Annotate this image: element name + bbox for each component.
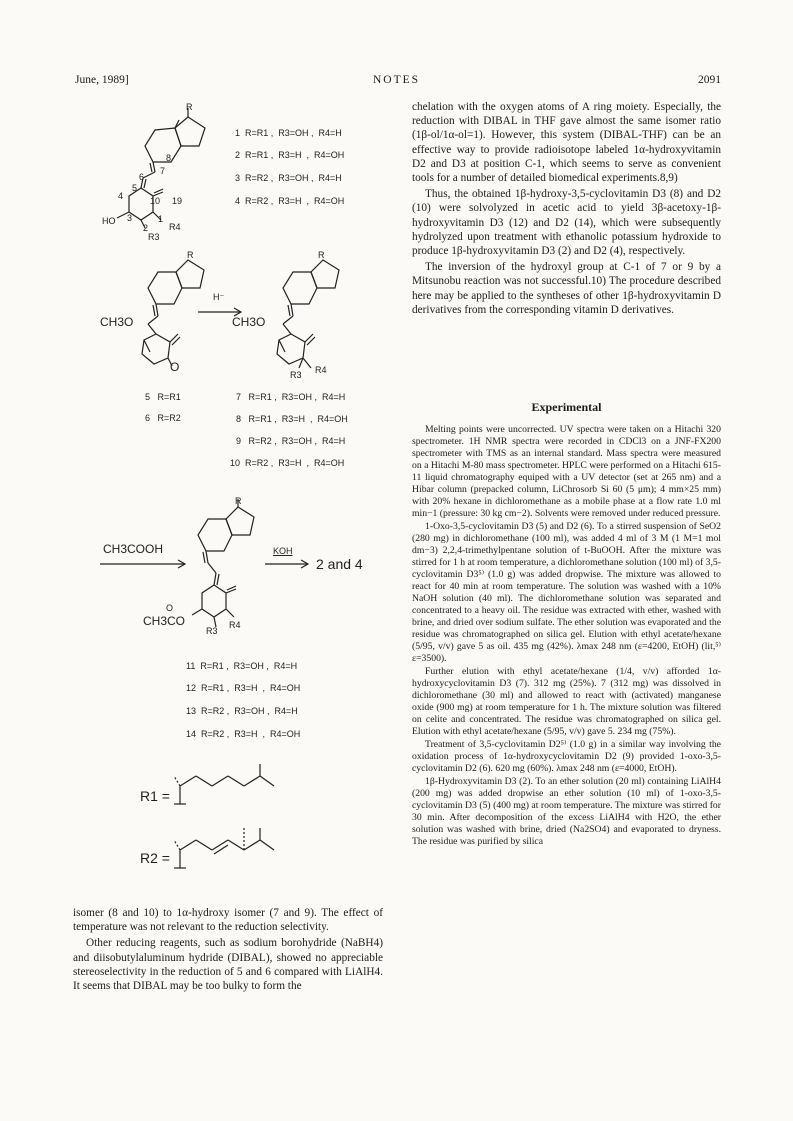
- struct5-CH3O: CH3O: [100, 315, 134, 329]
- header-page: 2091: [698, 74, 721, 86]
- struct1-c1: 1: [158, 214, 164, 224]
- struct11-R3: R3: [206, 626, 218, 636]
- struct1-c4: 4: [118, 191, 124, 201]
- paragraph: isomer (8 and 10) to 1α-hydroxy isomer (7 and 9). The effect of temperature was not relevant to the reduction selectivity.: [73, 907, 383, 934]
- reaction-arrow-3: [263, 557, 313, 571]
- reagent-hydride: H⁻: [213, 292, 225, 302]
- struct7-R: R: [318, 250, 325, 260]
- compound-7: 7 R=R1 , R3=OH , R4=H: [236, 392, 346, 402]
- side-chain-r1: [170, 762, 280, 812]
- header-date: June, 1989]: [75, 74, 129, 86]
- section-title-experimental: Experimental: [531, 400, 602, 414]
- compound-10: 10 R=R2 , R3=H , R4=OH: [230, 458, 345, 468]
- paragraph: The inversion of the hydroxyl group at C-1 of 7 or 9 by a Mitsunobu reaction was not successful.10) The procedure described here may be applied to the syntheses of other 1β-hydroxyvitamin D derivatives from the corresponding vitamin D derivatives.: [412, 261, 721, 316]
- side-chain-r2: [170, 822, 280, 877]
- reagent-koh: KOH: [273, 546, 293, 556]
- compound-9: 9 R=R2 , R3=OH , R4=H: [236, 436, 346, 446]
- reagent-acetic-acid: CH3COOH: [103, 542, 164, 556]
- paragraph: 1β-Hydroxyvitamin D3 (2). To an ether solution (20 ml) containing LiAlH4 (200 mg) was added dropwise an ether solution (10 ml) of 1-oxo-3,5-cyclovitamin D3 (5) (400 mg) at room temperature. The mixture was stirred for 30 min. After decomposition of the excess LiAlH4 with H2O, the ether solution was washed with brine, dried (Na2SO4) and evaporated to dryness. The residue was purified by silica: [412, 776, 721, 847]
- struct1-HO: HO: [102, 216, 116, 226]
- struct1-R: R: [186, 102, 193, 112]
- struct1-c19: 19: [172, 196, 183, 206]
- struct7-R3: R3: [290, 370, 302, 380]
- struct1-c3: 3: [127, 213, 133, 223]
- struct1-c5: 5: [132, 183, 138, 193]
- struct7-R4: R4: [315, 365, 327, 375]
- compound-5: 5 R=R1: [145, 392, 181, 402]
- compound-4: 4 R=R2 , R3=H , R4=OH: [235, 196, 345, 206]
- compound-1: 1 R=R1 , R3=OH , R4=H: [235, 128, 342, 138]
- right-column-text: [412, 100, 721, 319]
- compound-13: 13 R=R2 , R3=OH , R4=H: [186, 706, 298, 716]
- struct1-c6: 6: [139, 172, 145, 182]
- struct1-c10: 10: [150, 196, 161, 206]
- compound-11: 11 R=R1 , R3=OH , R4=H: [186, 661, 298, 671]
- struct1-c2: 2: [143, 223, 149, 233]
- paragraph: Treatment of 3,5-cyclovitamin D2⁵⁾ (1.0 g) in a similar way involving the oxidation process of 1α-hydroxycyclovitamin D2 (9) provided 1-oxo-3,5-cyclovitamin D2 (6). 620 mg (60%). λmax 248 nm (ε=4000, EtOH).: [412, 739, 721, 774]
- product-label: 2 and 4: [316, 556, 363, 572]
- struct11-O: O: [166, 603, 174, 613]
- paragraph: Further elution with ethyl acetate/hexane (1/4, v/v) afforded 1α-hydroxycyclovitamin D3 (7). 312 mg (25%). 7 (312 mg) was dissolved in dichloromethane (30 ml) and allowed to react with (activated) manganese oxide (900 mg) at room temperature for 1 h. The mixture solution was filtered on celite and concentrated. The residue was chromatographed on silica gel. Elution with ethyl acetate/hexane (5/95, v/v) gave 5. 234 mg (75%).: [412, 666, 721, 737]
- paragraph: Other reducing reagents, such as sodium borohydride (NaBH4) and diisobutylaluminum hydride (DIBAL), showed no appreciable stereoselectivity in the reduction of 5 and 6 compared with LiAlH4. It seems that DIBAL may be too bulky to form the: [73, 937, 383, 993]
- paragraph: 1-Oxo-3,5-cyclovitamin D3 (5) and D2 (6). To a stirred suspension of SeO2 (280 mg) in dichloromethane (100 ml), was added 4 ml of 3 M (1 M=1 mol dm−3) 2,2,4-trimethylpentane solution of t-BuOOH. After the mixture was stirred for 1 h at room temperature, a dichloromethane solution (100 ml) of 3,5-cyclovitamin D3⁵⁾ (1.0 g) was added dropwise. The mixture was allowed to react for 40 min at room temperature. The solution was washed with a 10% NaOH solution (40 ml). The dichloromethane solution was separated and concentrated to a heavy oil. The residue was extracted with ether, washed with brine, and dried over sodium sulfate. The ether solution was evaporated and the residue was chromatographed on silica gel. Elution with ethyl acetate/hexane (5/95, v/v) gave 5 as oil. 435 mg (42%). λmax 248 nm (ε=4200, EtOH) (lit,⁵⁾ ε=3500).: [412, 521, 721, 664]
- struct11-CH3CO: CH3CO: [143, 614, 186, 628]
- struct5-R: R: [187, 250, 194, 260]
- struct7-CH3O: CH3O: [232, 315, 266, 329]
- struct1-R4: R4: [169, 222, 181, 232]
- paragraph: chelation with the oxygen atoms of A ring moiety. Especially, the reduction with DIBAL in THF gave almost the same isomer ratio (1β-ol/1α-ol=1). However, this system (DIBAL-THF) can be an effective way to provide radioisotope labeled 1α-hydroxyvitamin D2 and D3 at position C-1, which seems to serve as convenient tools for a number of detailed biomedical experiments.8,9): [412, 101, 721, 185]
- paragraph: Thus, the obtained 1β-hydroxy-3,5-cyclovitamin D3 (8) and D2 (10) were solvolyzed in acetic acid to yield 3β-acetoxy-1β-hydroxyvitamin D3 (12) and D2 (14), which were subsequently hydrolyzed upon treatment with ethanolic potassium hydroxide to produce 1β-hydroxyvitamin D3 (2) and D2 (4), respectively.: [412, 188, 721, 258]
- paragraph: Melting points were uncorrected. UV spectra were taken on a Hitachi 320 spectrometer. 1H NMR spectra were recorded in CDCl3 on a JNF-FX200 spectrometer with TMS as an internal standard. Mass spectra were measured on a Hitachi M-80 mass spectrometer. HPLC were performed on a Hitachi 615-11 liquid chromatography equiped with a UV detector (set at 265 nm) and a Hibar column (prepacked column, LiChrosorb Si 60 (5 μm); 4 mm×25 mm) with 20% hexane in dichloromethane as a mobile phase at a flow rate 1.0 ml min−1 (pressure: 30 kg cm−2). Solvents were removed under reduced pressure.: [412, 424, 721, 519]
- header-journal: NOTES: [372, 74, 421, 86]
- experimental-text: [412, 424, 721, 849]
- r2-label: R2 =: [140, 850, 170, 866]
- struct1-c8: 8: [166, 153, 172, 163]
- left-column-text: [73, 906, 383, 995]
- struct5-O: O: [170, 360, 180, 374]
- struct1-c7: 7: [160, 166, 166, 176]
- structure-hydroxy-cyclovitamin: [255, 250, 365, 390]
- struct1-R3: R3: [148, 232, 160, 242]
- compound-12: 12 R=R1 , R3=H , R4=OH: [186, 683, 301, 693]
- r1-label: R1 =: [140, 788, 170, 804]
- compound-8: 8 R=R1 , R3=H , R4=OH: [236, 414, 348, 424]
- compound-2: 2 R=R1 , R3=H , R4=OH: [235, 150, 345, 160]
- compound-6: 6 R=R2: [145, 413, 181, 423]
- compound-3: 3 R=R2 , R3=OH , R4=H: [235, 173, 342, 183]
- compound-14: 14 R=R2 , R3=H , R4=OH: [186, 729, 301, 739]
- struct11-R: R: [235, 496, 242, 506]
- struct11-R4: R4: [229, 620, 241, 630]
